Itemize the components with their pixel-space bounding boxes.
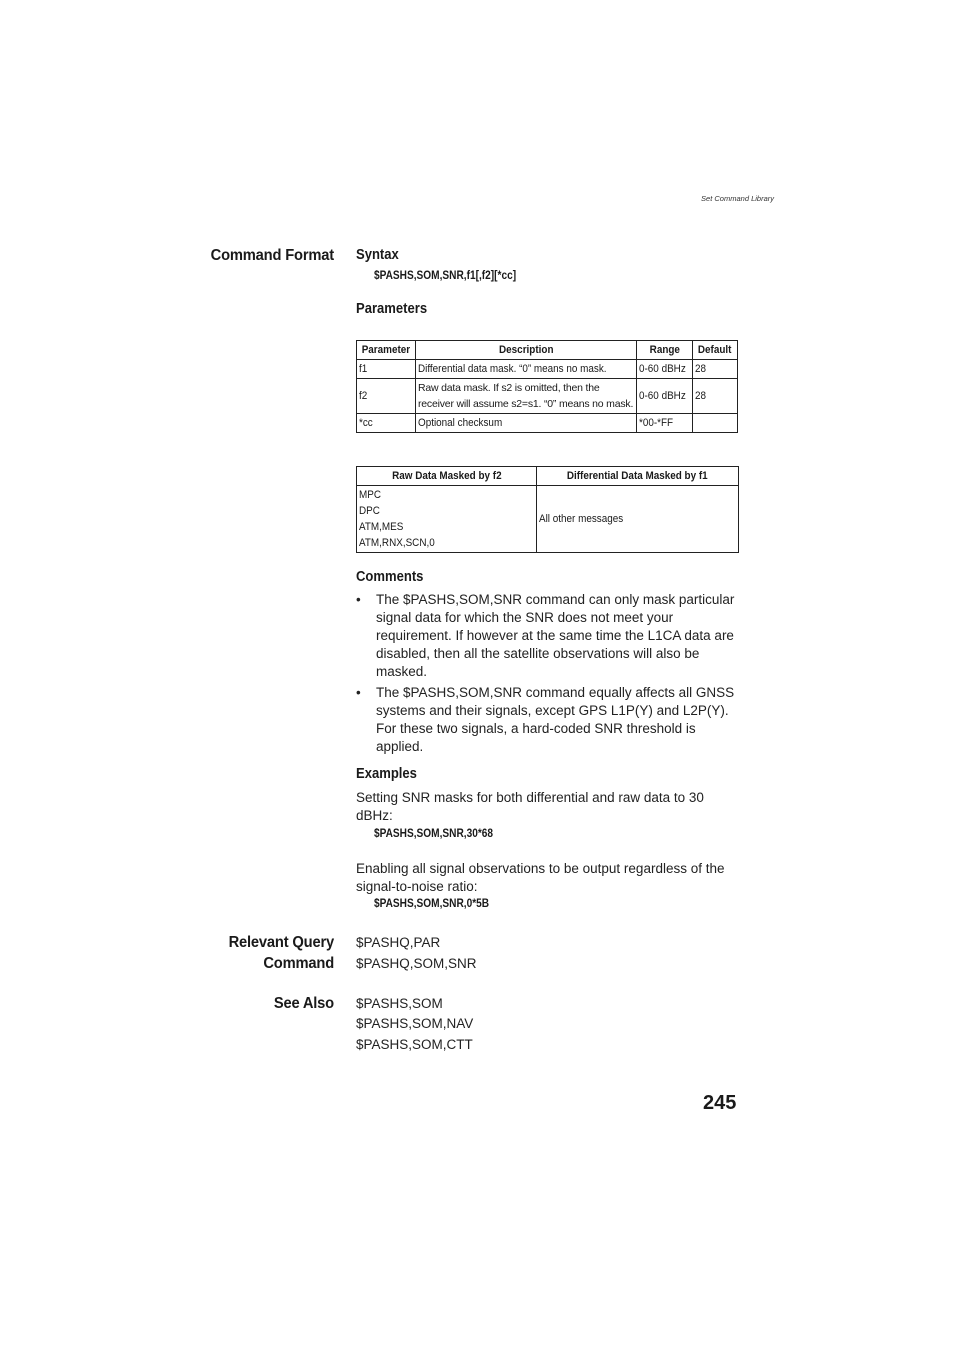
table-header-row — [357, 467, 739, 486]
table-row — [357, 379, 738, 414]
raw-item: ATM,MES — [359, 521, 404, 533]
raw-item: ATM,RNX,SCN,0 — [359, 537, 435, 549]
table-cell: Differential data mask. “0” means no mask. — [416, 360, 637, 379]
table-cell: All other messages — [537, 486, 739, 553]
table-cell: f1 — [357, 360, 416, 379]
examples-heading: Examples — [356, 766, 417, 782]
table-cell: 28 — [693, 379, 738, 414]
comments-list — [356, 591, 738, 759]
running-header: Set Command Library — [701, 194, 774, 203]
table-cell: *00-*FF — [637, 414, 693, 433]
table-header-cell: Range — [637, 341, 693, 360]
see-also-item: $PASHS,SOM — [356, 996, 443, 1011]
table-cell: 28 — [693, 360, 738, 379]
list-item: • The $PASHS,SOM,SNR command equally affects all GNSS systems and their signals, except GPS L1P(Y) and L2P(Y). For these two signals, a hard-coded SNR threshold is applied. — [356, 685, 735, 754]
see-also-item: $PASHS,SOM,NAV — [356, 1016, 474, 1031]
command-format-heading: Command Format — [210, 247, 334, 264]
table-header-cell: Parameter — [357, 341, 416, 360]
table-cell: 0-60 dBHz — [637, 360, 693, 379]
raw-item: MPC — [359, 489, 382, 501]
syntax-code: $PASHS,SOM,SNR,f1[,f2][*cc] — [374, 270, 517, 282]
syntax-heading: Syntax — [356, 247, 399, 263]
table-cell: Optional checksum — [416, 414, 637, 433]
see-also-item: $PASHS,SOM,CTT — [356, 1037, 473, 1052]
table-header-cell: Raw Data Masked by f2 — [357, 467, 537, 486]
page-number: 245 — [703, 1092, 737, 1114]
table-cell: f2 — [357, 379, 416, 414]
example-1-text: Setting SNR masks for both differential and raw data to 30 dBHz: — [356, 790, 704, 823]
table-row — [357, 360, 738, 379]
table-cell: *cc — [357, 414, 416, 433]
table-cell: 0-60 dBHz — [637, 379, 693, 414]
table-header-row — [357, 341, 738, 360]
see-also-heading: See Also — [273, 995, 334, 1012]
table-header-cell: Default — [693, 341, 738, 360]
list-item: • The $PASHS,SOM,SNR command can only mask particular signal data for which the SNR does not meet your requirement. If however at the same time the L1CA data are disabled, then all the satellite observations will also be masked. — [356, 592, 735, 679]
relevant-query-heading: Relevant Query Command — [228, 934, 334, 972]
table-row — [357, 486, 739, 553]
raw-item: DPC — [359, 505, 380, 517]
comments-heading: Comments — [356, 569, 424, 585]
table-cell: Raw data mask. If s2 is omitted, then the receiver will assume s2=s1. “0” means no mask. — [416, 379, 637, 414]
query-item: $PASHQ,SOM,SNR — [356, 956, 477, 971]
example-2-text: Enabling all signal observations to be output regardless of the signal-to-noise ratio: — [356, 861, 725, 894]
table-cell — [357, 486, 537, 553]
table-row — [357, 414, 738, 433]
parameters-table — [356, 340, 738, 433]
example-1-code: $PASHS,SOM,SNR,30*68 — [374, 828, 494, 840]
mask-table — [356, 466, 739, 553]
parameters-heading: Parameters — [356, 301, 428, 317]
table-cell — [693, 414, 738, 433]
query-item: $PASHQ,PAR — [356, 935, 441, 950]
example-2-code: $PASHS,SOM,SNR,0*5B — [374, 898, 490, 910]
table-header-cell: Description — [416, 341, 637, 360]
table-header-cell: Differential Data Masked by f1 — [537, 467, 739, 486]
